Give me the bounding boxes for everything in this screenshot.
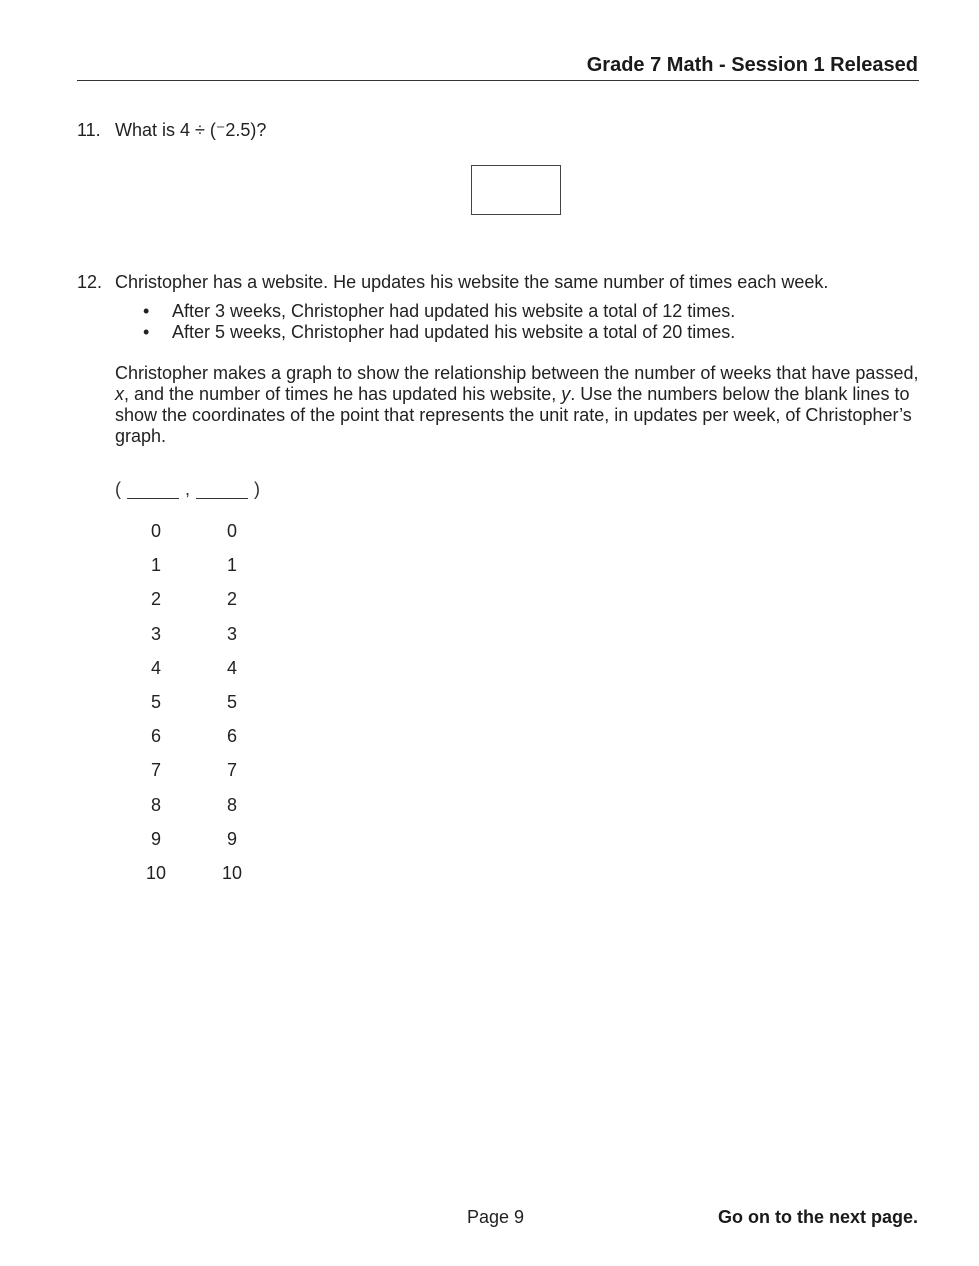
question-12-instructions (115, 363, 921, 447)
y-blank[interactable] (196, 480, 248, 499)
y-choice[interactable]: 1 (226, 555, 237, 576)
x-choice[interactable]: 1 (150, 555, 161, 576)
y-choice[interactable]: 9 (226, 828, 237, 849)
question-11-prompt: What is 4 ÷ (⁻2.5)? (115, 120, 267, 140)
coordinate-answer (115, 479, 260, 500)
header-divider (77, 80, 919, 81)
instructions-part-2: , and the number of times he has updated his website, (124, 384, 562, 404)
instructions-part-3: . Use the numbers below the blank lines to show the coordinates of the point that represents the unit rate, in updates per week, of Christopher’s graph. (115, 384, 912, 446)
question-12-number: 12. (77, 272, 103, 292)
y-choice[interactable]: 2 (226, 589, 237, 610)
question-12-prompt: Christopher has a website. He updates his website the same number of times each week. (115, 272, 829, 292)
fact-text: After 5 weeks, Christopher had updated his website a total of 20 times. (172, 322, 736, 342)
x-choice[interactable]: 8 (150, 794, 161, 815)
fact-item (143, 301, 735, 322)
y-choice[interactable]: 0 (226, 521, 237, 541)
bullet-icon: • (143, 322, 150, 342)
y-choice[interactable]: 6 (226, 726, 237, 747)
x-choice[interactable]: 4 (150, 657, 161, 678)
question-11-number: 11. (77, 120, 101, 140)
question-11-answer-box[interactable] (471, 165, 561, 215)
x-blank[interactable] (127, 480, 179, 499)
bullet-icon: • (143, 301, 150, 321)
variable-x: x (115, 384, 124, 404)
close-paren: ) (254, 479, 261, 499)
y-choice-column (212, 520, 252, 896)
coordinate-comma: , (185, 479, 191, 499)
next-page-notice: Go on to the next page. (717, 1207, 918, 1227)
x-choice[interactable]: 2 (150, 589, 161, 610)
y-choice[interactable]: 10 (221, 862, 243, 883)
y-choice[interactable]: 3 (226, 623, 237, 644)
x-choice[interactable]: 9 (150, 828, 161, 849)
instructions-part-1: Christopher makes a graph to show the relationship between the number of weeks that have passed, (115, 363, 919, 383)
question-12-facts (143, 301, 735, 343)
variable-y: y (561, 384, 571, 404)
fact-item (143, 322, 735, 343)
open-paren: ( (115, 479, 121, 499)
page-number: Page 9 (467, 1207, 525, 1227)
fact-text: After 3 weeks, Christopher had updated his website a total of 12 times. (172, 301, 736, 321)
x-choice[interactable]: 7 (150, 760, 161, 781)
x-choice[interactable]: 6 (150, 726, 161, 747)
x-choice[interactable]: 10 (145, 862, 167, 883)
x-choice[interactable]: 3 (150, 623, 161, 644)
x-choice-column (136, 520, 176, 896)
y-choice[interactable]: 4 (226, 657, 237, 678)
x-choice[interactable]: 5 (150, 691, 161, 712)
y-choice[interactable]: 7 (226, 760, 237, 781)
page-header-title: Grade 7 Math - Session 1 Released (586, 54, 918, 76)
x-choice[interactable]: 0 (150, 521, 161, 541)
y-choice[interactable]: 8 (226, 794, 237, 815)
y-choice[interactable]: 5 (226, 691, 237, 712)
